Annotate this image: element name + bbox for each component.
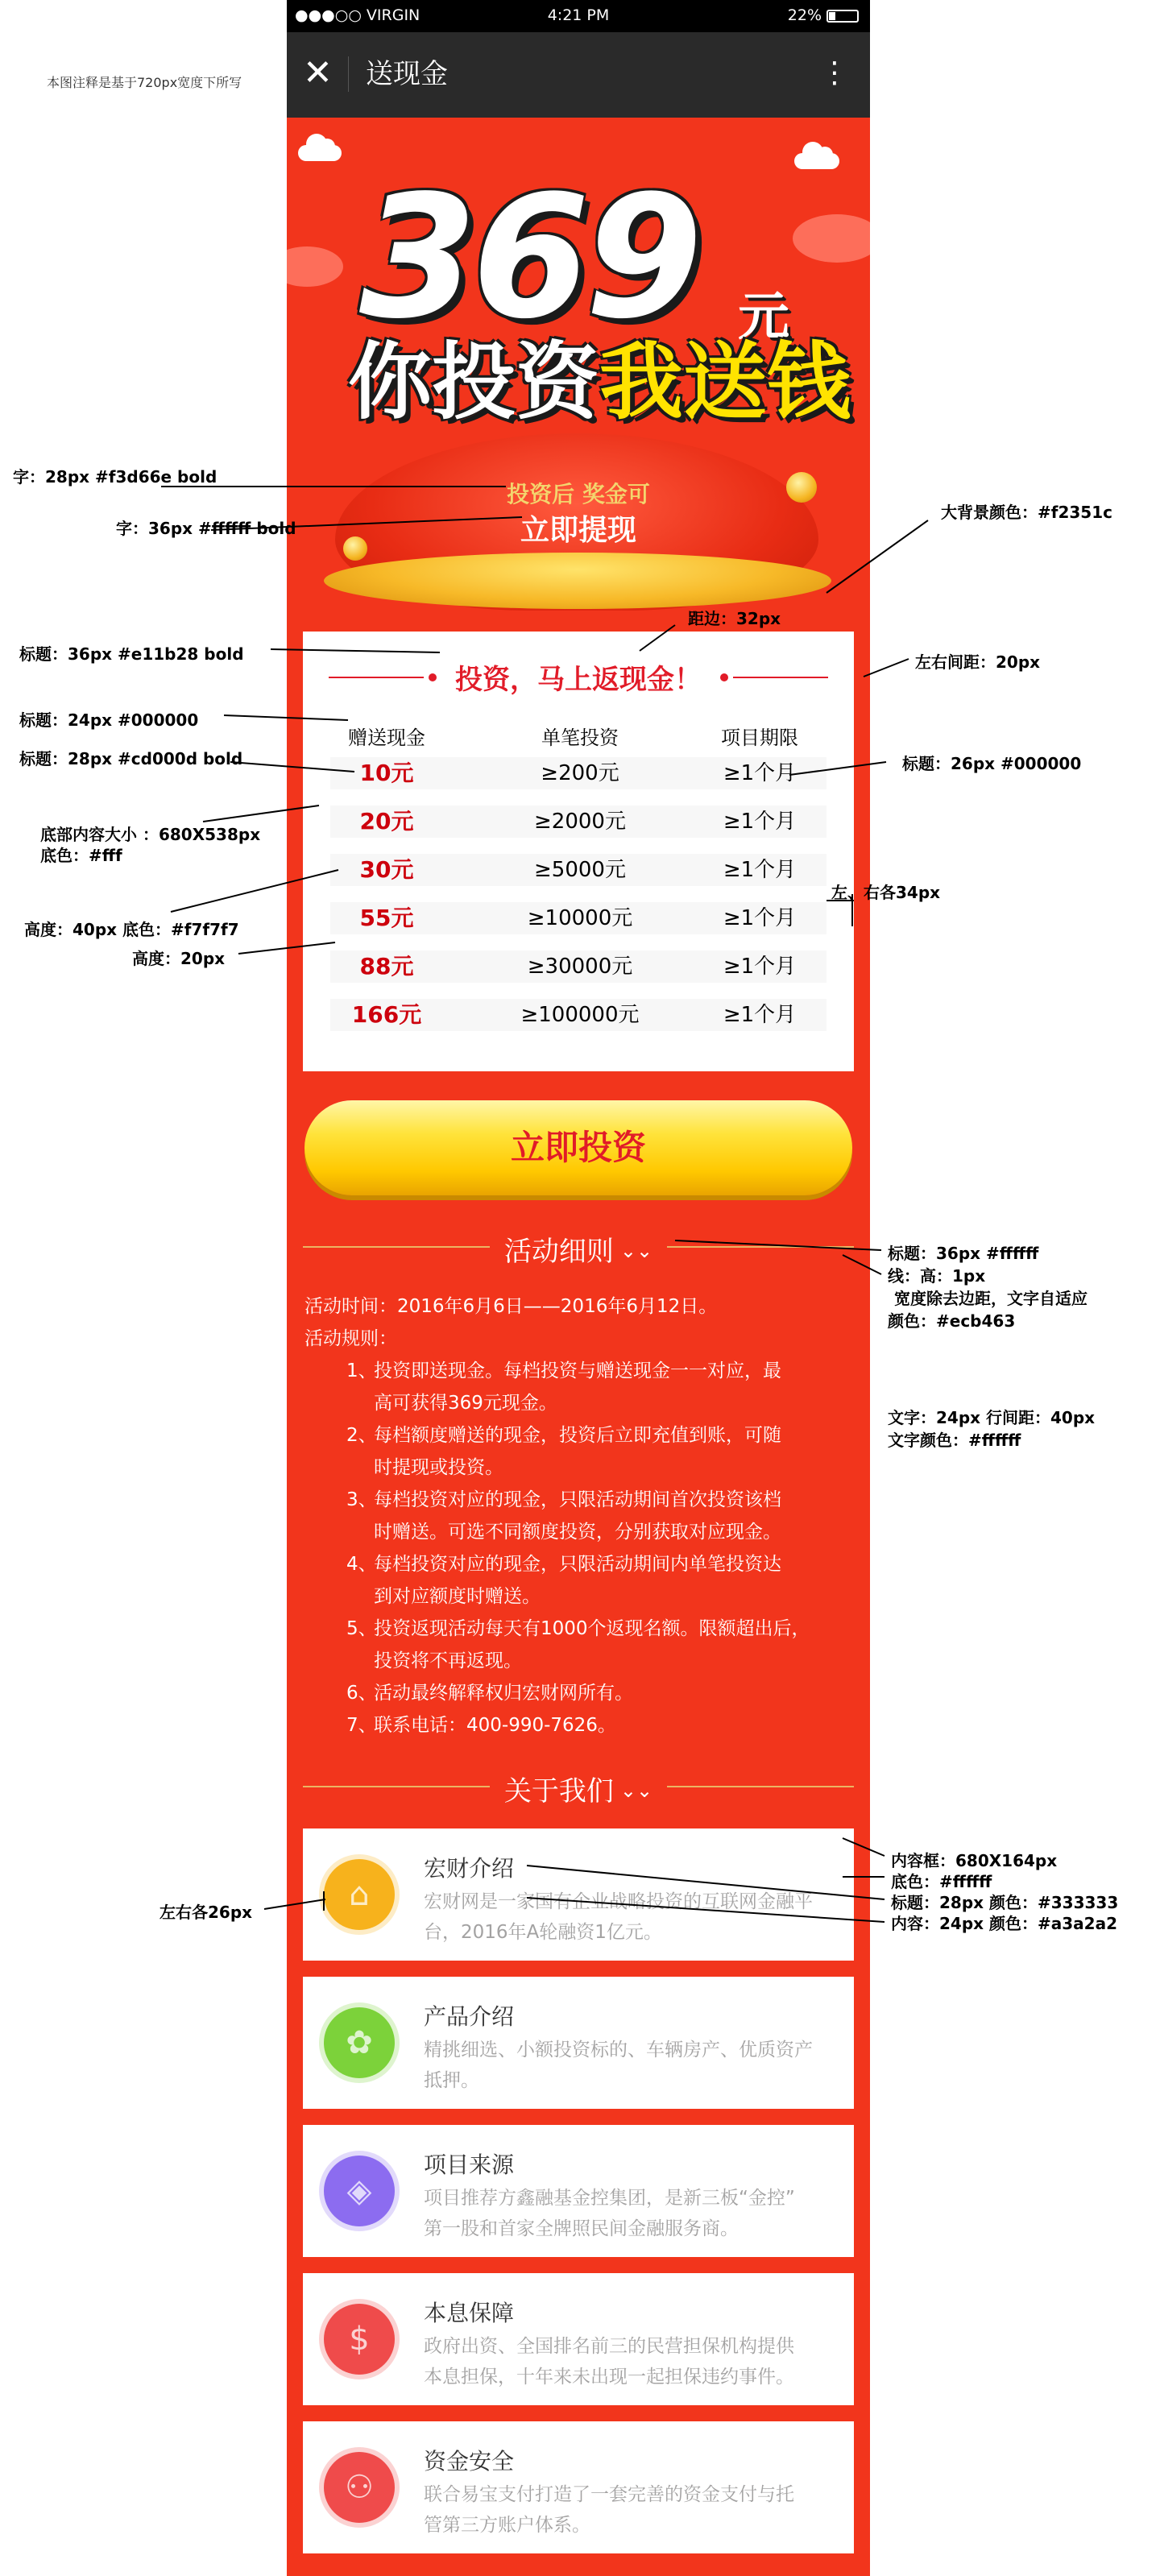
rebate-title: 投资，马上返现金！ <box>455 664 702 696</box>
annotation: 标题：28px 颜色：#333333 <box>891 1893 1119 1912</box>
annotation: 线：高：1px <box>888 1266 986 1286</box>
gold-coins-graphic <box>324 553 831 609</box>
hero-unit: 元 <box>738 288 789 347</box>
annotation: 文字颜色：#ffffff <box>888 1431 1021 1450</box>
term-cell: ≥1个月 <box>723 1003 797 1027</box>
annotation: 左、右各34px <box>831 883 941 902</box>
clock: 4:21 PM <box>547 6 610 24</box>
annotation: 字：28px #f3d66e bold <box>13 467 218 487</box>
desc-line: 项目推荐方鑫融基金控集团，是新三板“金控” <box>424 2188 795 2209</box>
table-row <box>330 806 826 838</box>
about-card-desc <box>424 2183 835 2244</box>
rules-title[interactable] <box>303 1229 854 1269</box>
pink-cloud-decoration <box>793 214 870 263</box>
bonus-cell: 166元 <box>351 1001 422 1028</box>
rule-line: 高可获得369元现金。 <box>374 1393 557 1414</box>
rule-line: 到对应额度时赠送。 <box>374 1586 541 1607</box>
hero-slogan-a: 你投资 <box>348 333 600 431</box>
annotation: 高度：40px 底色：#f7f7f7 <box>24 920 239 939</box>
table-row <box>330 854 826 886</box>
annotation: 标题：26px #000000 <box>902 754 1082 773</box>
investment-cell: ≥200元 <box>541 761 619 785</box>
term-cell: ≥1个月 <box>723 906 797 930</box>
title-dot-right <box>720 673 728 681</box>
annotation: 标题：36px #e11b28 bold <box>19 644 244 664</box>
table-row <box>330 950 826 983</box>
moneybag-icon: $ <box>324 2304 395 2375</box>
rule-number: 3、 <box>346 1489 377 1510</box>
rule-line: 每档额度赠送的现金，投资后立即充值到账，可随 <box>374 1425 781 1446</box>
about-card-desc <box>424 2479 835 2541</box>
rule-line: 每档投资对应的现金，只限活动期间首次投资该档 <box>374 1489 781 1510</box>
rule-number: 5、 <box>346 1618 377 1639</box>
battery-percent: 22% <box>787 6 822 24</box>
rule-number: 6、 <box>346 1683 377 1704</box>
annotation: 内容：24px 颜色：#a3a2a2 <box>891 1914 1118 1933</box>
desc-line: 宏财网是一家国有企业战略投资的互联网金融平 <box>424 1891 813 1912</box>
gear-icon: ✿ <box>324 2007 395 2078</box>
desc-line: 本息担保，十年来未出现一起担保违约事件。 <box>424 2367 794 2388</box>
bonus-cell: 55元 <box>359 905 414 931</box>
about-card-desc <box>424 2035 835 2096</box>
rule-number: 1、 <box>346 1360 377 1381</box>
about-card-title: 本息保障 <box>424 2300 515 2326</box>
cloud-icon <box>794 153 839 169</box>
about-card-guarantee[interactable] <box>303 2273 854 2405</box>
people-lock-icon: ⚇ <box>324 2452 395 2523</box>
annotation: 底色：#ffffff <box>891 1872 992 1891</box>
hero-slogan-b: 我送钱 <box>599 333 851 431</box>
rule-number: 2、 <box>346 1425 377 1446</box>
divider-line <box>667 1246 854 1248</box>
column-header: 单笔投资 <box>541 727 619 749</box>
column-header: 项目期限 <box>721 727 798 749</box>
about-title-text: 关于我们 <box>503 1775 614 1808</box>
desc-line: 第一股和首家全牌照民间金融服务商。 <box>424 2218 739 2239</box>
rule-line: 活动最终解释权归宏财网所有。 <box>374 1683 633 1704</box>
cube-icon: ◈ <box>324 2156 395 2226</box>
bonus-cell: 20元 <box>359 808 414 835</box>
status-bar <box>287 0 870 32</box>
column-header: 赠送现金 <box>348 727 425 749</box>
phone-screen <box>287 0 870 2576</box>
hero-banner <box>287 118 870 625</box>
term-cell: ≥1个月 <box>723 810 797 834</box>
desc-line: 政府出资、全国排名前三的民营担保机构提供 <box>424 2336 794 2357</box>
bonus-cell: 30元 <box>359 856 414 883</box>
annotation: 标题：24px #000000 <box>19 710 199 730</box>
annotation: 文字：24px 行间距：40px <box>888 1408 1096 1427</box>
about-card-source[interactable] <box>303 2125 854 2257</box>
term-cell: ≥1个月 <box>723 761 797 785</box>
desc-line: 联合易宝支付打造了一套完善的资金支付与托 <box>424 2484 794 2505</box>
table-header <box>330 722 826 749</box>
invest-now-button[interactable]: 立即投资 <box>304 1100 852 1195</box>
desc-line: 台，2016年A轮融资1亿元。 <box>424 1922 662 1943</box>
withdraw-link[interactable]: 立即提现 <box>520 514 636 547</box>
table-row <box>330 902 826 934</box>
desc-line: 抵押。 <box>424 2070 479 2091</box>
annotation: 宽度除去边距，文字自适应 <box>894 1289 1088 1308</box>
annotation: 左右各26px <box>160 1903 253 1922</box>
about-card-company[interactable] <box>303 1828 854 1961</box>
desc-line: 管第三方账户体系。 <box>424 2515 590 2536</box>
about-card-desc <box>424 2331 835 2392</box>
chevron-down-icon: ⌄⌄ <box>619 1240 653 1262</box>
rule-line: 投资将不再返现。 <box>374 1650 522 1671</box>
leader-line <box>864 659 909 677</box>
annotation: 大背景颜色：#f2351c <box>941 503 1112 522</box>
spec-note: 本图注释是基于720px宽度下所写 <box>47 75 242 90</box>
cloud-icon <box>298 145 342 161</box>
nav-divider <box>348 56 349 92</box>
close-icon[interactable]: ✕ <box>303 52 333 93</box>
rule-number: 7、 <box>346 1715 377 1736</box>
about-title[interactable] <box>303 1769 854 1808</box>
rule-line: 投资返现活动每天有1000个返现名额。限额超出后， <box>374 1618 810 1639</box>
table-row <box>330 999 826 1031</box>
rule-number: 4、 <box>346 1554 377 1575</box>
rules-title-text: 活动细则 <box>503 1236 614 1268</box>
rule-line: 每档投资对应的现金，只限活动期间内单笔投资达 <box>374 1554 781 1575</box>
bonus-cell: 88元 <box>359 953 414 979</box>
about-card-title: 资金安全 <box>424 2448 515 2475</box>
investment-cell: ≥30000元 <box>527 955 633 979</box>
annotation: 字：36px #ffffff bold <box>116 519 296 538</box>
about-card-title: 项目来源 <box>424 2151 515 2178</box>
rules-label: 活动规则： <box>304 1328 397 1349</box>
house-icon: ⌂ <box>324 1859 395 1930</box>
hero-amount: 369 <box>359 159 698 356</box>
title-line-right <box>733 677 828 678</box>
carrier-label: ●●●○○ VIRGIN <box>295 6 420 24</box>
investment-cell: ≥5000元 <box>534 858 626 882</box>
divider-line <box>667 1786 854 1787</box>
rules-section-header <box>303 1226 854 1266</box>
about-card-security[interactable] <box>303 2421 854 2553</box>
annotation: 高度：20px <box>132 949 226 968</box>
rebate-card <box>303 632 854 1071</box>
phone-number-line[interactable]: 联系电话：400-990-7626。 <box>374 1715 616 1736</box>
about-card-product[interactable] <box>303 1977 854 2109</box>
about-card-title: 宏财介绍 <box>424 1855 515 1882</box>
investment-cell: ≥2000元 <box>534 810 626 834</box>
term-cell: ≥1个月 <box>723 955 797 979</box>
about-card-title: 产品介绍 <box>424 2003 515 2030</box>
battery-indicator <box>788 6 859 24</box>
rule-line: 时赠送。可选不同额度投资，分别获取对应现金。 <box>374 1522 781 1543</box>
chevron-down-icon: ⌄⌄ <box>619 1779 653 1802</box>
more-icon[interactable]: ⋮ <box>820 56 849 89</box>
investment-cell: ≥10000元 <box>527 906 633 930</box>
investment-cell: ≥100000元 <box>520 1003 640 1027</box>
term-cell: ≥1个月 <box>723 858 797 882</box>
rule-line: 时提现或投资。 <box>374 1457 503 1478</box>
annotation: 左右间距：20px <box>915 652 1041 672</box>
rule-line: 投资即送现金。每档投资与赠送现金一一对应，最 <box>374 1360 781 1381</box>
annotation: 底部内容大小 ：680X538px <box>40 825 261 844</box>
annotation: 距边：32px <box>688 609 781 628</box>
about-section-header <box>303 1766 854 1806</box>
annotation: 标题：28px #cd000d bold <box>19 749 243 768</box>
hero-slogan <box>348 333 851 430</box>
activity-time: 活动时间：2016年6月6日——2016年6月12日。 <box>304 1296 718 1317</box>
annotation: 颜色：#ecb463 <box>888 1311 1016 1331</box>
hero-subtitle: 投资后 奖金可 <box>507 481 650 507</box>
bonus-cell: 10元 <box>359 760 414 786</box>
annotation: 标题：36px #ffffff <box>888 1244 1039 1263</box>
page-title: 送现金 <box>366 58 448 90</box>
table-row <box>330 757 826 789</box>
pink-cloud-decoration <box>287 246 343 287</box>
annotation: 内容框：680X164px <box>891 1851 1058 1870</box>
annotation: 底色：#fff <box>40 846 122 865</box>
nav-bar <box>287 32 870 118</box>
desc-line: 精挑细选、小额投资标的、车辆房产、优质资产 <box>424 2040 813 2060</box>
about-card-desc <box>424 1886 835 1948</box>
battery-icon <box>826 10 859 23</box>
